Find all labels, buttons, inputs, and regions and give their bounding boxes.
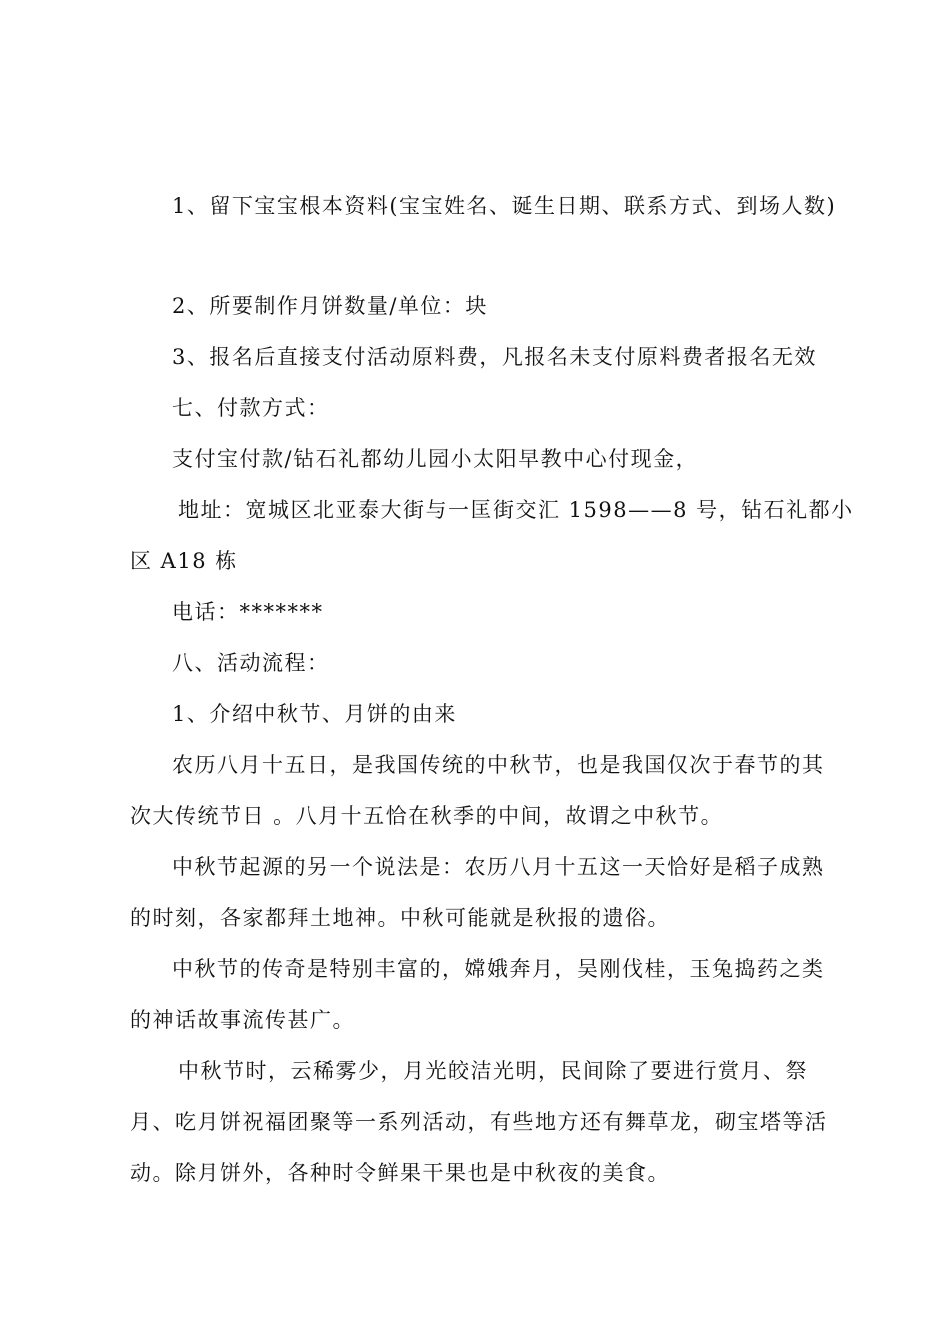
paragraph-3-line-2: 的神话故事流传甚广。 (130, 1008, 355, 1032)
paragraph-4-line-1: 中秋节时，云稀雾少，月光皎洁光明，民间除了要进行赏月、祭 (178, 1059, 808, 1083)
paragraph-2-line-2: 的时刻，各家都拜土地神。中秋可能就是秋报的遗俗。 (130, 906, 670, 930)
paragraph-1-line-1: 农历八月十五日，是我国传统的中秋节，也是我国仅次于春节的其 (172, 753, 825, 777)
text-line-process-1: 1、介绍中秋节、月饼的由来 (172, 702, 457, 726)
paragraph-1-line-2: 次大传统节日 。八月十五恰在秋季的中间，故谓之中秋节。 (130, 804, 724, 828)
text-line-phone: 电话：******* (172, 600, 324, 624)
text-line-3: 3、报名后直接支付活动原料费，凡报名未支付原料费者报名无效 (172, 345, 817, 369)
text-line-address: 地址：宽城区北亚泰大街与一匡街交汇 1598——8 号，钻石礼都小 (178, 498, 854, 522)
section-heading-payment: 七、付款方式： (172, 396, 330, 420)
text-line-payment: 支付宝付款/钻石礼都幼儿园小太阳早教中心付现金， (172, 447, 699, 471)
paragraph-3-line-1: 中秋节的传奇是特别丰富的，嫦娥奔月，吴刚伐桂，玉兔捣药之类 (172, 957, 825, 981)
text-line-2: 2、所要制作月饼数量/单位：块 (172, 294, 488, 318)
paragraph-4-line-3: 动。除月饼外，各种时令鲜果干果也是中秋夜的美食。 (130, 1161, 670, 1185)
section-heading-process: 八、活动流程： (172, 651, 330, 675)
paragraph-2-line-1: 中秋节起源的另一个说法是：农历八月十五这一天恰好是稻子成熟 (172, 855, 825, 879)
paragraph-4-line-2: 月、吃月饼祝福团聚等一系列活动，有些地方还有舞草龙，砌宝塔等活 (130, 1110, 828, 1134)
text-line-1: 1、留下宝宝根本资料(宝宝姓名、诞生日期、联系方式、到场人数) (172, 194, 837, 218)
text-line-address-cont: 区 A18 栋 (130, 549, 238, 573)
